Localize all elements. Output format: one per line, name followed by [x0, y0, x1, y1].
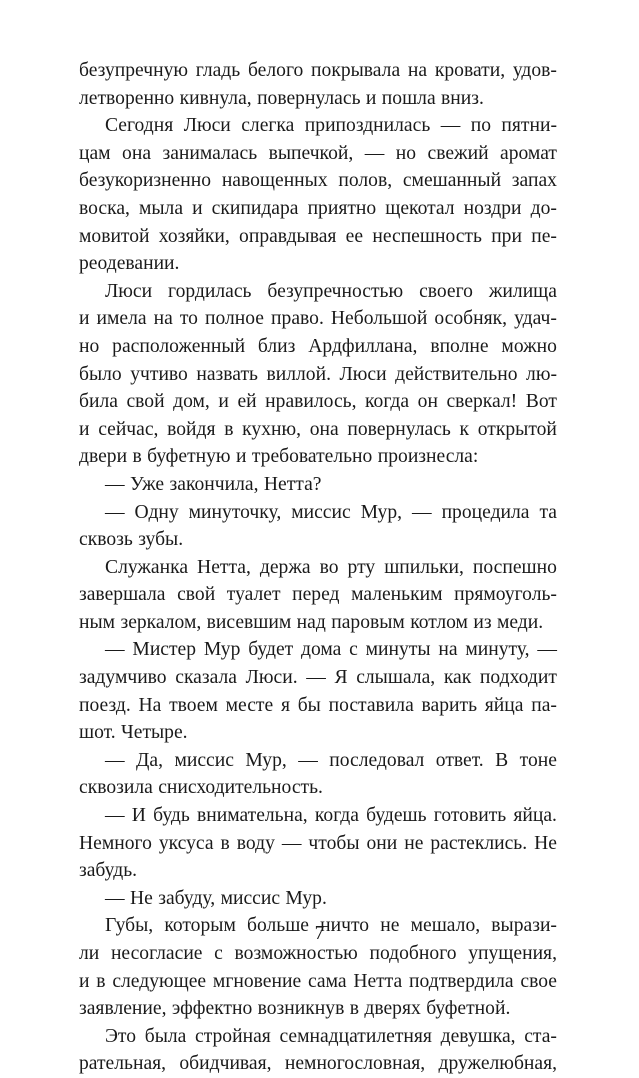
word: и — [365, 87, 377, 109]
word: тоне — [519, 749, 557, 771]
word: она — [122, 142, 152, 164]
word: пе- — [531, 225, 557, 247]
word: — — [105, 501, 125, 523]
word: навощенных — [221, 170, 328, 192]
word: Нетта, — [197, 556, 251, 578]
word: слегка — [241, 115, 295, 137]
word: миссис — [174, 749, 234, 771]
word: па- — [531, 694, 557, 716]
word: Губы, — [105, 915, 154, 937]
word: когда — [314, 805, 359, 827]
word: будешь — [366, 805, 427, 827]
word: виллой. — [266, 363, 331, 385]
word: сказала — [175, 667, 237, 689]
text-line — [79, 968, 557, 996]
word: гладь — [195, 60, 241, 81]
word: миссис — [291, 501, 351, 523]
word: шот. — [79, 722, 116, 744]
word: дверях — [364, 998, 421, 1020]
text-line — [79, 830, 557, 858]
word: воска, — [79, 197, 130, 219]
word: подобного — [369, 943, 457, 964]
word: будет — [248, 639, 294, 661]
word: месте — [225, 694, 274, 716]
word: выпечкой, — [268, 142, 354, 164]
word: реодевании. — [79, 253, 180, 275]
word: гордилась — [168, 280, 252, 302]
word: Люси. — [245, 667, 298, 689]
word: открытой — [477, 418, 557, 440]
word: сверкал! — [446, 391, 518, 413]
word: дома — [301, 639, 342, 661]
word: — — [537, 639, 557, 661]
text-line — [79, 305, 557, 333]
word: — — [105, 805, 125, 827]
word: котлом — [410, 611, 468, 633]
word: в — [96, 970, 106, 992]
word: Нетта? — [263, 473, 322, 495]
word: войдя — [167, 418, 216, 440]
word: Не — [129, 887, 153, 909]
word: он — [417, 391, 438, 413]
word: уксуса — [158, 832, 214, 854]
word: они — [366, 832, 398, 854]
word: возникнув — [257, 998, 345, 1020]
word: закончила, — [169, 473, 259, 495]
text-line — [79, 112, 557, 140]
word: право. — [271, 308, 324, 330]
word: Я — [334, 667, 348, 689]
word: буфетную — [147, 446, 231, 468]
word: полов, — [338, 170, 393, 192]
word: — — [306, 667, 326, 689]
word: маленьким — [351, 584, 443, 606]
word: стройная — [195, 1025, 271, 1047]
word: при — [491, 225, 522, 247]
word: удач- — [514, 308, 557, 330]
word: шпильки, — [384, 556, 464, 578]
word: перед — [292, 584, 340, 606]
text-line — [79, 857, 557, 885]
word: была — [144, 1025, 187, 1047]
word: Люси — [183, 115, 231, 137]
word: заявление, — [79, 998, 167, 1020]
word: снисходительность. — [158, 777, 323, 799]
word: — — [105, 639, 125, 661]
text-line — [79, 885, 557, 913]
word: лю- — [526, 363, 557, 385]
word: свежий — [427, 142, 489, 164]
word: поспешно — [472, 556, 557, 578]
word: Четыре. — [121, 722, 188, 744]
word: которым — [164, 915, 236, 937]
word: Мур — [203, 639, 241, 661]
word: Немного — [79, 832, 152, 854]
word: поезд. — [79, 694, 131, 716]
word: Служанка — [105, 556, 189, 578]
word: расположенный — [112, 335, 246, 357]
word: и — [79, 970, 90, 992]
text-line — [79, 388, 557, 416]
text-line — [79, 581, 557, 609]
word: туалет — [226, 584, 281, 606]
word: ста- — [524, 1025, 557, 1047]
word: щекотал — [385, 197, 455, 219]
word: учтиво — [130, 363, 188, 385]
word: летворенно — [79, 87, 175, 109]
word: с — [214, 943, 223, 964]
word: то — [179, 308, 198, 330]
word: как — [443, 667, 472, 689]
word: Нетта — [353, 970, 403, 992]
word: ноздри — [463, 197, 522, 219]
word: ей — [237, 391, 257, 413]
word: завершала — [79, 584, 166, 606]
text-line — [79, 692, 557, 720]
word: хозяйки, — [158, 225, 230, 247]
word: сама — [307, 970, 347, 992]
word: оправдывая — [239, 225, 337, 247]
word: держа — [259, 556, 311, 578]
word: упущения, — [468, 943, 557, 964]
word: минуточку, — [188, 501, 282, 523]
word: на — [153, 308, 173, 330]
word: дружелюбная, — [438, 1053, 557, 1075]
word: минуту, — [465, 639, 530, 661]
word: близ — [257, 335, 296, 357]
word: вполне — [430, 335, 489, 357]
text-line — [79, 554, 557, 582]
text-line — [79, 609, 557, 637]
word: удов- — [512, 60, 557, 81]
word: дом, — [173, 391, 210, 413]
word: Ардфиллана, — [308, 335, 418, 357]
word: и — [218, 391, 229, 413]
word: запах — [511, 170, 557, 192]
word: варить — [421, 694, 478, 716]
word: подтвердила — [409, 970, 514, 992]
word: по — [470, 115, 491, 137]
word: и — [79, 418, 90, 440]
text-line — [79, 195, 557, 223]
word: белого — [247, 60, 304, 81]
word: до- — [530, 197, 557, 219]
word: — — [281, 832, 302, 854]
word: к — [459, 418, 470, 440]
word: Мистер — [132, 639, 197, 661]
text-line — [79, 471, 557, 499]
text-line — [79, 416, 557, 444]
text-line — [79, 664, 557, 692]
text-line — [79, 361, 557, 389]
word: кровати, — [434, 60, 506, 81]
word: аромат — [500, 142, 557, 164]
word: — — [412, 501, 432, 523]
word: из — [473, 611, 492, 633]
word: В — [495, 749, 509, 771]
text-line — [79, 167, 557, 195]
word: зубы. — [138, 529, 184, 551]
word: сейчас, — [98, 418, 159, 440]
word: имела — [96, 308, 147, 330]
word: не — [404, 832, 424, 854]
word: бы — [297, 694, 321, 716]
word: воду — [236, 832, 275, 854]
text-line — [79, 995, 557, 1023]
text-line — [79, 278, 557, 306]
word: зеркалом, — [120, 611, 202, 633]
word: она — [309, 418, 339, 440]
word: и — [192, 197, 203, 219]
word: Мур. — [285, 887, 327, 909]
word: безупречностью — [267, 280, 404, 302]
word: на — [407, 60, 428, 81]
word: рательная, — [79, 1053, 167, 1075]
text-line — [79, 223, 557, 251]
word: рту — [347, 556, 376, 578]
word: смешанный — [402, 170, 502, 192]
word: — — [440, 115, 461, 137]
word: особняк, — [434, 308, 508, 330]
word: своего — [419, 280, 473, 302]
word: растеклись. — [430, 832, 528, 854]
word: — — [105, 749, 125, 771]
word: когда — [365, 391, 410, 413]
word: повернулась — [347, 418, 451, 440]
word: двери — [79, 446, 128, 468]
word: скипидара — [211, 197, 299, 219]
word: возможностью — [234, 943, 358, 964]
word: паровым — [331, 611, 405, 633]
word: немногословная, — [284, 1053, 426, 1075]
word: сквозь — [79, 529, 133, 551]
word: яйца. — [513, 805, 557, 827]
word: буфетной. — [426, 998, 511, 1020]
text-line — [79, 636, 557, 664]
word: Небольшой — [330, 308, 428, 330]
word: забудь. — [79, 860, 138, 882]
page-number: 7 — [314, 923, 325, 944]
text-line — [79, 719, 557, 747]
word: забуду, — [158, 887, 216, 909]
word: та — [539, 501, 557, 523]
word: и — [235, 446, 247, 468]
text-line — [79, 802, 557, 830]
word: Сегодня — [105, 115, 174, 137]
word: готовить — [433, 805, 507, 827]
word: я — [280, 694, 290, 716]
word: свой — [177, 584, 216, 606]
word: ничто — [320, 915, 370, 937]
text-line — [79, 1023, 557, 1051]
word: Люси — [105, 280, 153, 302]
text-line — [79, 250, 557, 278]
word: но — [79, 335, 100, 357]
word: занималась — [162, 142, 258, 164]
text-line — [79, 443, 557, 471]
word: ее — [345, 225, 364, 247]
word: нравилось, — [265, 391, 357, 413]
word: пятни- — [501, 115, 557, 137]
word: Не — [534, 832, 557, 854]
word: последовал — [329, 749, 425, 771]
word: с — [349, 639, 358, 661]
word: поставила — [328, 694, 414, 716]
text-line — [79, 499, 557, 527]
word: — — [364, 142, 385, 164]
word: мешало, — [410, 915, 481, 937]
word: и — [79, 308, 90, 330]
word: будь — [153, 805, 190, 827]
word: требовательно — [251, 446, 373, 468]
word: приятно — [307, 197, 377, 219]
word: подходит — [479, 667, 557, 689]
text-line — [79, 57, 557, 85]
word: минуты — [365, 639, 431, 661]
word: била — [79, 391, 118, 413]
word: мыла — [138, 197, 184, 219]
word: твоем — [169, 694, 218, 716]
word: несогласие — [110, 943, 203, 964]
word: семнадцатилетняя — [279, 1025, 432, 1047]
word: следующее — [112, 970, 207, 992]
word: неспешность — [372, 225, 482, 247]
word: обидчивая, — [179, 1053, 272, 1075]
word: в — [220, 832, 230, 854]
text-line — [79, 747, 557, 775]
word: цам — [79, 142, 111, 164]
text-line — [79, 140, 557, 168]
word: но — [395, 142, 417, 164]
word: во — [319, 556, 339, 578]
word: эффектно — [171, 998, 253, 1020]
text-line — [79, 1050, 557, 1078]
word: меди. — [496, 611, 544, 633]
word: Люси — [339, 363, 387, 385]
word: припозднилась — [304, 115, 431, 137]
word: — — [298, 749, 318, 771]
word: не — [380, 915, 400, 937]
word: кивнула, — [179, 87, 252, 109]
word: процедила — [441, 501, 530, 523]
word: мгновение — [212, 970, 302, 992]
word: жилища — [488, 280, 557, 302]
word: Уже — [129, 473, 165, 495]
text-line — [79, 774, 557, 802]
word: в — [224, 418, 234, 440]
word: мовитой — [79, 225, 150, 247]
word: произнесла: — [377, 446, 479, 468]
word: вырази- — [491, 915, 557, 937]
word: действительно — [395, 363, 518, 385]
word: полное — [204, 308, 265, 330]
word: в — [349, 998, 359, 1020]
text-line — [79, 526, 557, 554]
word: ответ. — [435, 749, 484, 771]
word: Одну — [134, 501, 179, 523]
word: чтобы — [308, 832, 360, 854]
word: сквозила — [79, 777, 153, 799]
word: висевшим — [206, 611, 292, 633]
word: Мур, — [245, 749, 287, 771]
word: в — [132, 446, 142, 468]
word: над — [296, 611, 326, 633]
word: на — [438, 639, 458, 661]
word: На — [138, 694, 162, 716]
word: больше — [247, 915, 310, 937]
word: кухню, — [242, 418, 302, 440]
word: задумчиво — [79, 667, 167, 689]
word: Да, — [136, 749, 163, 771]
word: свое — [520, 970, 557, 992]
word: ным — [79, 611, 116, 633]
word: безукоризненно — [79, 170, 212, 192]
word: прямоуголь- — [454, 584, 557, 606]
word: Вот — [525, 391, 557, 413]
word: миссис — [220, 887, 281, 909]
word: И — [131, 805, 146, 827]
word: свой — [126, 391, 165, 413]
word: внимательна, — [196, 805, 308, 827]
word: девушка, — [440, 1025, 516, 1047]
text-line — [79, 333, 557, 361]
text-line — [79, 85, 557, 113]
word: покрывала — [311, 60, 401, 81]
word: было — [79, 363, 122, 385]
word: пошла — [381, 87, 436, 109]
word: вниз. — [441, 87, 484, 109]
word: назвать — [196, 363, 258, 385]
word: Мур, — [360, 501, 403, 523]
word: ли — [79, 943, 100, 964]
word: — — [105, 473, 125, 495]
word: повернулась — [257, 87, 361, 109]
word: — — [105, 887, 125, 909]
word: безупречную — [79, 60, 189, 81]
word: слышала, — [356, 667, 436, 689]
word: можно — [501, 335, 557, 357]
word: Это — [105, 1025, 137, 1047]
word: яйца — [484, 694, 524, 716]
